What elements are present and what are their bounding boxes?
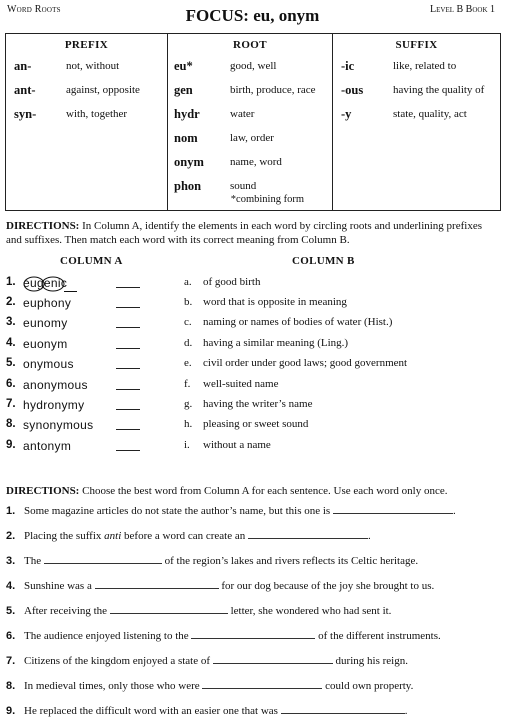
answer-blank[interactable] bbox=[116, 327, 140, 328]
sentence-item bbox=[6, 503, 500, 519]
sentence-text: Some magazine articles do not state the author’s name, but this one is bbox=[24, 505, 333, 517]
directions-label: DIRECTIONS: bbox=[6, 485, 80, 497]
column-b-meaning: well-suited name bbox=[203, 378, 279, 390]
column-b-meaning: without a name bbox=[203, 439, 271, 451]
prefix-meaning: not, without bbox=[66, 60, 120, 72]
option-letter: g. bbox=[184, 398, 193, 410]
prefix-meaning: against, opposite bbox=[66, 84, 140, 96]
matching-row bbox=[6, 398, 500, 418]
item-number: 8. bbox=[6, 680, 16, 692]
root-entry bbox=[168, 78, 332, 102]
answer-blank[interactable] bbox=[116, 368, 140, 369]
column-b-heading: COLUMN B bbox=[292, 255, 355, 267]
column-a-word: antonym bbox=[23, 439, 72, 453]
answer-blank[interactable] bbox=[116, 389, 140, 390]
directions-text: In Column A, identify the elements in each word by circling roots and underlining prefixes and suffixes. Then match each word with its correct meaning from Column B. bbox=[6, 220, 482, 246]
root-entry bbox=[168, 126, 332, 150]
sentence-text: of the region’s lakes and rivers reflects its Celtic heritage. bbox=[161, 555, 419, 567]
matching-row bbox=[6, 378, 500, 398]
option-letter: i. bbox=[184, 439, 190, 451]
item-number: 4. bbox=[6, 580, 16, 592]
prefix-entry bbox=[6, 102, 167, 126]
sentence-text: The audience enjoyed listening to the bbox=[24, 630, 192, 642]
root-term: eu* bbox=[174, 58, 193, 73]
root-meaning: water bbox=[230, 108, 255, 120]
root-meaning: law, order bbox=[230, 132, 274, 144]
sentence-text: could own property. bbox=[322, 680, 414, 692]
answer-line[interactable] bbox=[44, 553, 162, 564]
sentence-item bbox=[6, 703, 500, 719]
answer-line[interactable] bbox=[110, 603, 228, 614]
sentence-item bbox=[6, 653, 500, 669]
column-b-meaning: having a similar meaning (Ling.) bbox=[203, 337, 349, 349]
matching-row bbox=[6, 357, 500, 377]
item-number: 3. bbox=[6, 316, 16, 328]
item-number: 2. bbox=[6, 530, 16, 542]
circle-root-gen bbox=[42, 277, 64, 291]
suffix-heading: SUFFIX bbox=[395, 39, 438, 51]
root-entry bbox=[168, 150, 332, 174]
circle-marks bbox=[6, 276, 86, 296]
item-number: 5. bbox=[6, 605, 16, 617]
sentence-text: for our dog because of the joy she brought to us. bbox=[218, 580, 435, 592]
answer-blank[interactable] bbox=[116, 429, 140, 430]
sentence-text: of the different instruments. bbox=[315, 630, 441, 642]
column-a-word: euphony bbox=[23, 296, 72, 310]
sentence-text: He replaced the difficult word with an easier one that was bbox=[24, 705, 281, 717]
root-column bbox=[168, 34, 333, 211]
answer-line[interactable] bbox=[281, 703, 405, 714]
root-term: gen bbox=[174, 82, 193, 97]
root-term: onym bbox=[174, 154, 204, 169]
root-term: phon bbox=[174, 178, 202, 193]
sentence-text: After receiving the bbox=[24, 605, 110, 617]
column-b-meaning: word that is opposite in meaning bbox=[203, 296, 347, 308]
matching-row bbox=[6, 418, 500, 438]
root-entry bbox=[168, 102, 332, 126]
level-label: Level B Book 1 bbox=[430, 4, 495, 15]
column-a-word: synonymous bbox=[23, 418, 94, 432]
prefix-heading: PREFIX bbox=[64, 39, 109, 51]
option-letter: b. bbox=[184, 296, 193, 308]
column-a-word: anonymous bbox=[23, 378, 88, 392]
root-heading: ROOT bbox=[233, 39, 267, 51]
suffix-column bbox=[333, 34, 501, 211]
item-number: 9. bbox=[6, 705, 16, 717]
matching-row bbox=[6, 296, 500, 316]
answer-line[interactable] bbox=[213, 653, 333, 664]
suffix-meaning: state, quality, act bbox=[393, 108, 467, 120]
suffix-meaning: having the quality of bbox=[393, 84, 485, 96]
answer-blank[interactable] bbox=[116, 307, 140, 308]
item-number: 4. bbox=[6, 337, 16, 349]
suffix-term: -ic bbox=[341, 58, 355, 73]
sentence-text: . bbox=[452, 505, 456, 517]
item-number: 7. bbox=[6, 655, 16, 667]
option-letter: e. bbox=[184, 357, 192, 369]
directions-part-1 bbox=[6, 219, 500, 247]
circle-root-eu bbox=[24, 277, 44, 291]
column-a-word: hydronymy bbox=[23, 398, 85, 412]
sentence-item bbox=[6, 553, 500, 569]
answer-line[interactable] bbox=[333, 503, 453, 514]
prefix-term: ant- bbox=[14, 82, 36, 97]
directions-text: Choose the best word from Column A for each sentence. Use each word only once. bbox=[79, 485, 448, 497]
item-number: 1. bbox=[6, 505, 16, 517]
item-number: 6. bbox=[6, 630, 16, 642]
root-term: hydr bbox=[174, 106, 200, 121]
directions-label: DIRECTIONS: bbox=[6, 220, 80, 232]
column-a-word: onymous bbox=[23, 357, 74, 371]
item-number: 3. bbox=[6, 555, 16, 567]
sentence-text: In medieval times, only those who were bbox=[24, 680, 203, 692]
matching-row bbox=[6, 276, 500, 296]
column-a-word: eugenic bbox=[23, 276, 68, 290]
italic-word: anti bbox=[104, 530, 122, 542]
prefix-entry bbox=[6, 78, 167, 102]
item-number: 6. bbox=[6, 378, 16, 390]
sentence-text: before a word can create an bbox=[121, 530, 249, 542]
item-number: 5. bbox=[6, 357, 16, 369]
prefix-column bbox=[6, 34, 168, 211]
option-letter: a. bbox=[184, 276, 192, 288]
matching-row bbox=[6, 337, 500, 357]
series-label: Word Roots bbox=[7, 4, 61, 15]
suffix-term: -y bbox=[341, 106, 352, 121]
suffix-entry bbox=[333, 54, 500, 78]
sentence-text: letter, she wondered who had sent it. bbox=[227, 605, 392, 617]
answer-blank[interactable] bbox=[116, 287, 140, 288]
combining-form-note: *combining form bbox=[230, 194, 304, 205]
suffix-meaning: like, related to bbox=[393, 60, 457, 72]
prefix-term: syn- bbox=[14, 106, 37, 121]
answer-line[interactable] bbox=[202, 678, 322, 689]
suffix-entry bbox=[333, 78, 500, 102]
reference-table bbox=[5, 33, 501, 211]
matching-row bbox=[6, 316, 500, 336]
root-meaning: good, well bbox=[230, 60, 277, 72]
column-a-heading: COLUMN A bbox=[60, 255, 123, 267]
option-letter: h. bbox=[184, 418, 193, 430]
sentence-text: Sunshine was a bbox=[24, 580, 95, 592]
column-b-meaning: of good birth bbox=[203, 276, 261, 288]
answer-line[interactable] bbox=[191, 628, 315, 639]
root-entry bbox=[168, 54, 332, 78]
option-letter: d. bbox=[184, 337, 193, 349]
sentence-text: The bbox=[24, 555, 44, 567]
column-a-word: euonym bbox=[23, 337, 68, 351]
page-title: FOCUS: eu, onym bbox=[185, 6, 320, 25]
sentence-text: Citizens of the kingdom enjoyed a state of bbox=[24, 655, 213, 667]
answer-blank[interactable] bbox=[116, 409, 140, 410]
suffix-entry bbox=[333, 102, 500, 126]
sentence-item bbox=[6, 528, 500, 544]
answer-line[interactable] bbox=[248, 528, 368, 539]
root-meaning: sound bbox=[230, 180, 257, 192]
root-term: nom bbox=[174, 130, 198, 145]
column-b-meaning: having the writer’s name bbox=[203, 398, 313, 410]
sentence-item bbox=[6, 578, 500, 594]
answer-blank[interactable] bbox=[116, 348, 140, 349]
root-meaning: birth, produce, race bbox=[230, 84, 316, 96]
root-meaning: name, word bbox=[230, 156, 282, 168]
sentence-text: during his reign. bbox=[332, 655, 408, 667]
column-b-meaning: civil order under good laws; good government bbox=[203, 357, 408, 369]
item-number: 7. bbox=[6, 398, 16, 410]
column-b-meaning: naming or names of bodies of water (Hist.) bbox=[203, 316, 393, 328]
sentence-text: . bbox=[368, 530, 371, 542]
underline-suffix-ic bbox=[64, 291, 77, 292]
column-a-word: eunomy bbox=[23, 316, 68, 330]
suffix-term: -ous bbox=[341, 82, 364, 97]
option-letter: f. bbox=[184, 378, 191, 390]
sentence-text: Placing the suffix bbox=[24, 530, 105, 542]
item-number: 2. bbox=[6, 296, 16, 308]
prefix-term: an- bbox=[14, 58, 32, 73]
matching-row bbox=[6, 439, 500, 459]
sentence-item bbox=[6, 603, 500, 619]
directions-part-2 bbox=[6, 484, 500, 498]
answer-blank[interactable] bbox=[116, 450, 140, 451]
sentence-item bbox=[6, 678, 500, 694]
prefix-meaning: with, together bbox=[66, 108, 128, 120]
option-letter: c. bbox=[184, 316, 192, 328]
item-number: 1. bbox=[6, 276, 16, 288]
prefix-entry bbox=[6, 54, 167, 78]
sentence-item bbox=[6, 628, 500, 644]
column-b-meaning: pleasing or sweet sound bbox=[203, 418, 309, 430]
sentence-text: . bbox=[404, 705, 408, 717]
item-number: 9. bbox=[6, 439, 16, 451]
item-number: 8. bbox=[6, 418, 16, 430]
answer-line[interactable] bbox=[95, 578, 219, 589]
